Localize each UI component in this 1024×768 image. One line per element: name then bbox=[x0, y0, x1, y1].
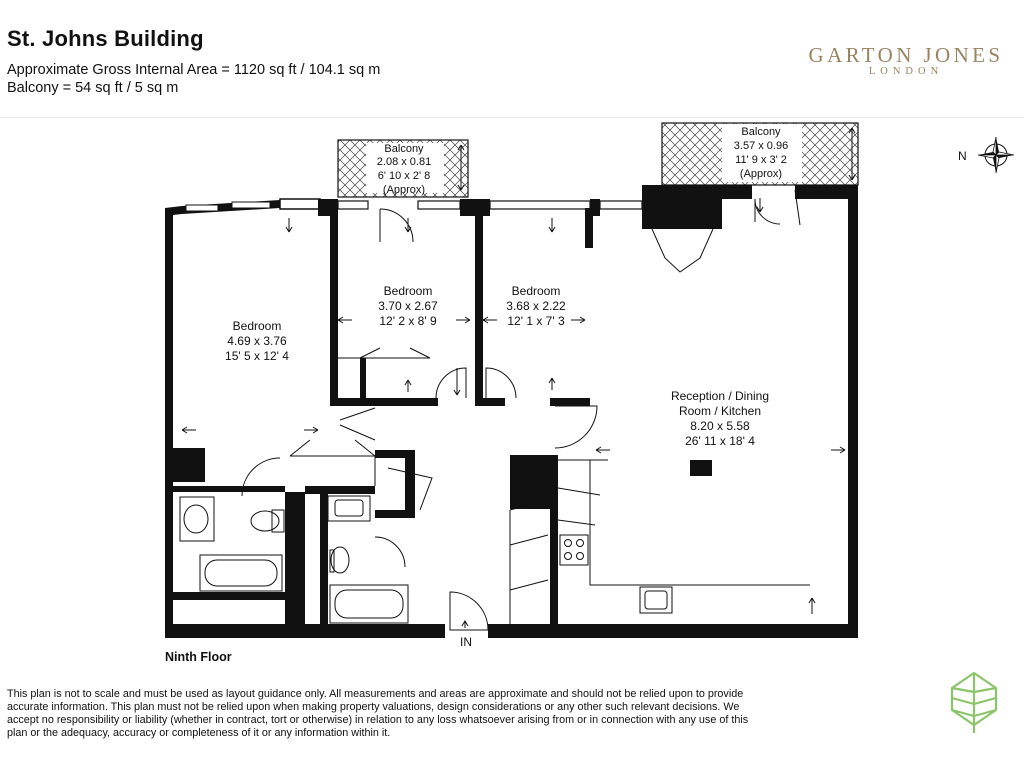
label-balcony-left bbox=[377, 143, 431, 196]
bedroom-2-imperial: 12' 2 x 8' 9 bbox=[379, 314, 437, 328]
bedroom-3-imperial: 12' 1 x 7' 3 bbox=[507, 314, 565, 328]
bedroom-main-name: Bedroom bbox=[232, 319, 282, 333]
reception-name-line2: Room / Kitchen bbox=[678, 404, 762, 418]
balcony-left-name: Balcony bbox=[384, 143, 424, 155]
label-bedroom-2 bbox=[378, 284, 438, 328]
reception-name-line1: Reception / Dining bbox=[670, 389, 770, 403]
bedroom-3-name: Bedroom bbox=[511, 284, 561, 298]
gross-area-text: Approximate Gross Internal Area = 1120 sq ft / 104.1 sq m bbox=[7, 62, 381, 78]
label-bedroom-main bbox=[225, 319, 289, 363]
reception-metric: 8.20 x 5.58 bbox=[690, 419, 750, 433]
balcony-left-metric: 2.08 x 0.81 bbox=[376, 156, 432, 168]
balcony-left-note: (Approx) bbox=[382, 184, 426, 196]
balcony-right-imperial: 11' 9 x 3' 2 bbox=[735, 154, 787, 166]
floor-label: Ninth Floor bbox=[165, 650, 232, 664]
page-title: St. Johns Building bbox=[7, 26, 204, 51]
balcony-right-metric: 3.57 x 0.96 bbox=[733, 140, 789, 152]
label-bedroom-3 bbox=[506, 284, 566, 328]
bedroom-main-metric: 4.69 x 3.76 bbox=[227, 334, 287, 348]
balcony-right-name: Balcony bbox=[741, 126, 781, 138]
label-reception bbox=[671, 389, 769, 448]
brand-name: GARTON JONES bbox=[808, 43, 1004, 67]
compass-north-label: N bbox=[958, 149, 967, 163]
balcony-left-imperial: 6' 10 x 2' 8 bbox=[377, 170, 431, 182]
balcony-right-note: (Approx) bbox=[739, 168, 783, 180]
entrance-label: IN bbox=[460, 635, 472, 649]
brand-city: LONDON bbox=[868, 66, 944, 77]
balcony-area-text: Balcony = 54 sq ft / 5 sq m bbox=[7, 80, 179, 96]
interior-walls bbox=[173, 208, 712, 626]
bedroom-2-name: Bedroom bbox=[383, 284, 433, 298]
bedroom-3-metric: 3.68 x 2.22 bbox=[506, 299, 566, 313]
disclaimer-text: This plan is not to scale and must be used as layout guidance only. All measurements and areas are approximate and should not be relied upon to provide accurate information. This plan must not be relied upon when making property valuations, design considerations or any other such relevant decisions. We accept no responsibility or liability (whether in contract, tort or otherwise) in relation to any loss whatsoever arising from or in connection with any use of this plan or the adequacy, accuracy or completeness of it or any information within it. bbox=[7, 688, 749, 739]
bedroom-main-imperial: 15' 5 x 12' 4 bbox=[225, 349, 289, 363]
compass-icon bbox=[958, 133, 1018, 181]
leaf-logo-icon bbox=[947, 670, 1001, 736]
bedroom-2-metric: 3.70 x 2.67 bbox=[378, 299, 438, 313]
reception-imperial: 26' 11 x 18' 4 bbox=[685, 434, 755, 448]
